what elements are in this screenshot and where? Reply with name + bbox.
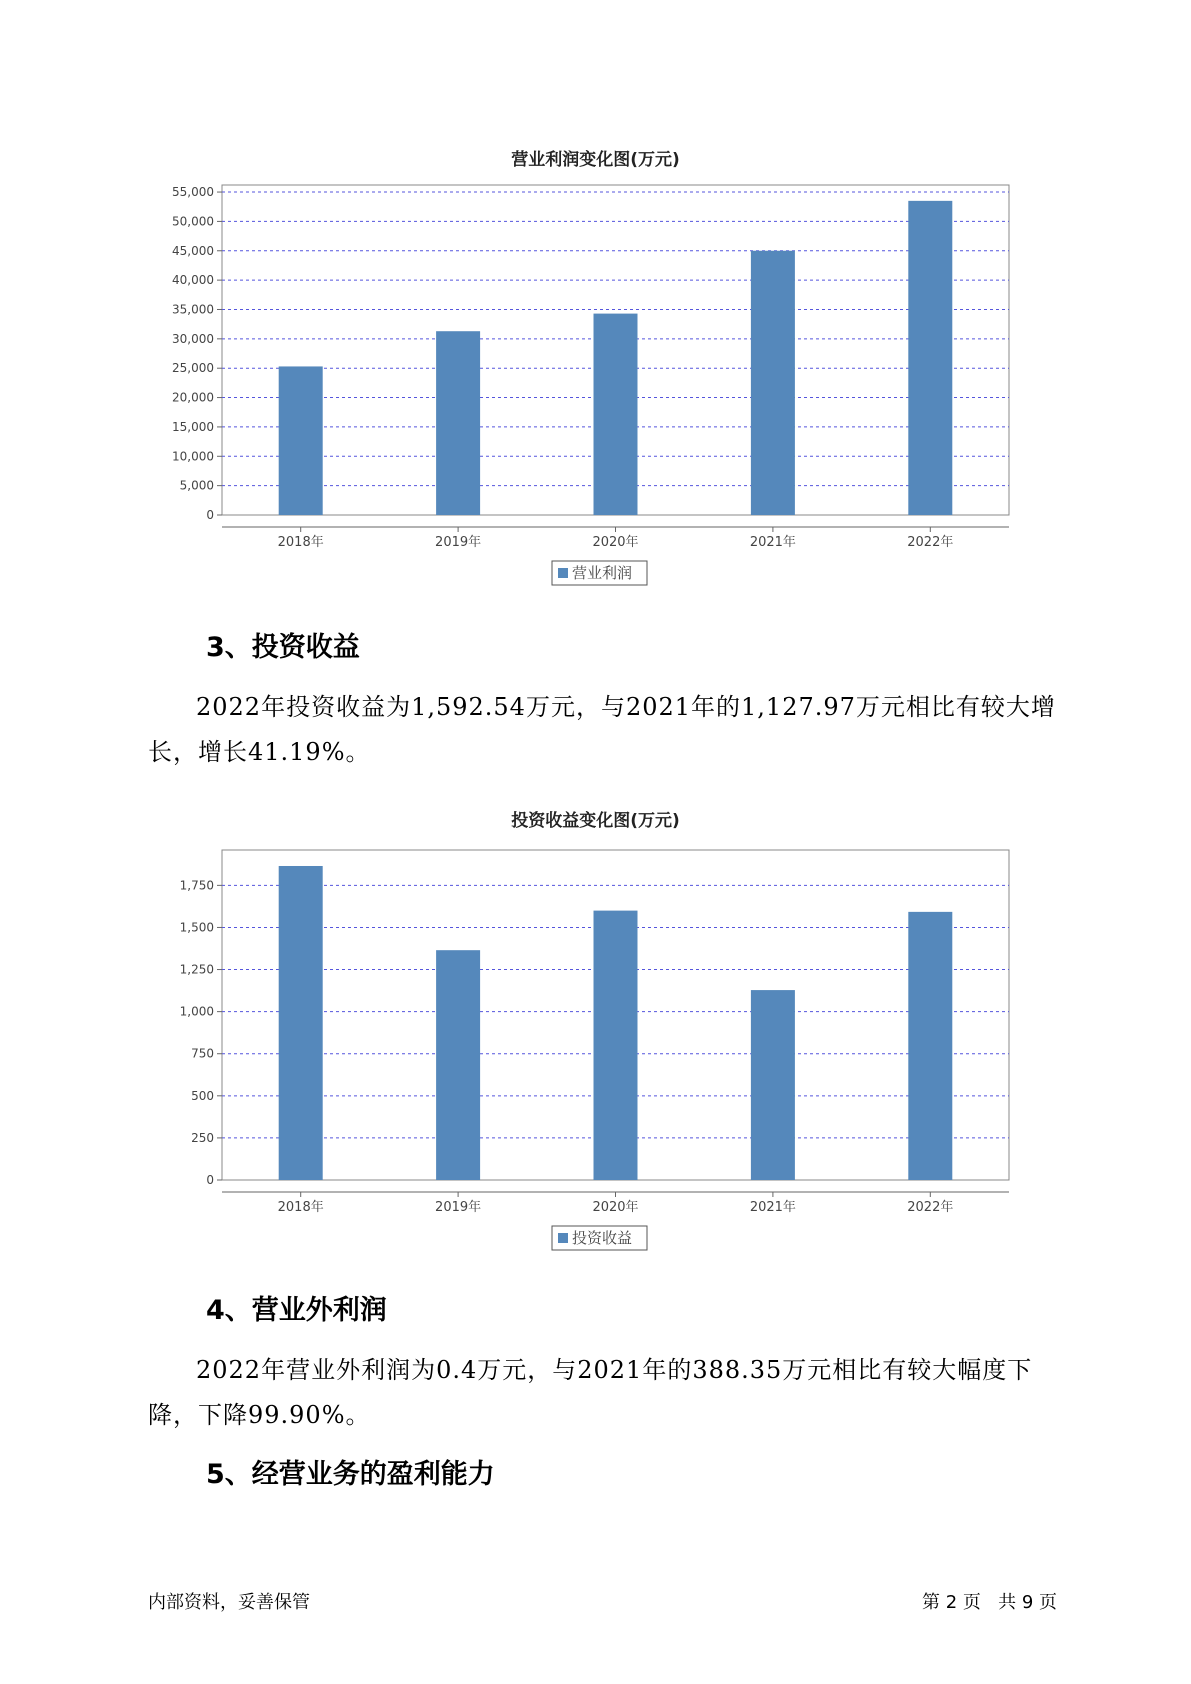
x-tick-label: 2021年	[749, 535, 796, 550]
y-tick-label: 1,750	[179, 878, 214, 893]
bar-2019年	[436, 331, 480, 515]
chart-title-operating-profit: 营业利润变化图(万元)	[511, 150, 680, 170]
y-tick-label: 5,000	[179, 478, 214, 493]
y-tick-label: 250	[191, 1130, 214, 1145]
bar-2022年	[908, 201, 952, 515]
legend-swatch	[558, 568, 568, 578]
x-tick-label: 2020年	[592, 535, 639, 550]
y-tick-label: 35,000	[172, 302, 214, 317]
y-tick-label: 1,500	[179, 920, 214, 935]
footer-page-number: 第 2 页 共 9 页	[922, 1592, 1057, 1613]
y-tick-label: 30,000	[172, 331, 214, 346]
y-tick-label: 55,000	[172, 185, 214, 200]
y-tick-label: 0	[206, 1173, 214, 1187]
bar-2021年	[751, 990, 795, 1180]
bar-2020年	[594, 911, 638, 1180]
y-tick-label: 1,250	[179, 962, 214, 977]
chart-title-investment-income: 投资收益变化图(万元)	[511, 811, 680, 831]
footer-confidential-note: 内部资料，妥善保管	[148, 1592, 310, 1613]
x-tick-label: 2019年	[435, 535, 482, 550]
x-tick-label: 2022年	[907, 1200, 954, 1215]
y-tick-label: 40,000	[172, 273, 214, 288]
y-tick-label: 20,000	[172, 390, 214, 405]
section-heading-profitability: 5、经营业务的盈利能力	[206, 1459, 495, 1490]
bar-2018年	[279, 866, 323, 1180]
section-text-nonoperating: 2022年营业外利润为0.4万元，与2021年的388.35万元相比有较大幅度下降，下降99.90%。	[148, 1356, 1033, 1429]
section-heading-investment: 3、投资收益	[206, 632, 360, 663]
x-tick-label: 2020年	[592, 1200, 639, 1215]
investment-income-chart	[0, 840, 1191, 1260]
legend-label: 投资收益	[572, 1229, 633, 1247]
x-tick-label: 2018年	[277, 535, 324, 550]
y-tick-label: 1,000	[179, 1004, 214, 1019]
y-tick-label: 500	[191, 1088, 214, 1103]
operating-profit-chart	[0, 175, 1191, 595]
legend-label: 营业利润	[572, 564, 633, 582]
y-tick-label: 50,000	[172, 214, 214, 229]
bar-2022年	[908, 912, 952, 1180]
section-heading-nonoperating: 4、营业外利润	[206, 1295, 387, 1326]
y-tick-label: 10,000	[172, 449, 214, 464]
bar-2019年	[436, 950, 480, 1180]
section-text-investment: 2022年投资收益为1,592.54万元，与2021年的1,127.97万元相比有较大增长，增长41.19%。	[148, 693, 1056, 766]
y-tick-label: 25,000	[172, 361, 214, 376]
bar-2020年	[594, 314, 638, 515]
x-tick-label: 2021年	[749, 1200, 796, 1215]
x-tick-label: 2019年	[435, 1200, 482, 1215]
x-tick-label: 2018年	[277, 1200, 324, 1215]
y-tick-label: 750	[191, 1046, 214, 1061]
bar-2018年	[279, 366, 323, 515]
x-tick-label: 2022年	[907, 535, 954, 550]
legend-swatch	[558, 1233, 568, 1243]
y-tick-label: 0	[206, 508, 214, 522]
y-tick-label: 15,000	[172, 419, 214, 434]
y-tick-label: 45,000	[172, 243, 214, 258]
bar-2021年	[751, 251, 795, 515]
